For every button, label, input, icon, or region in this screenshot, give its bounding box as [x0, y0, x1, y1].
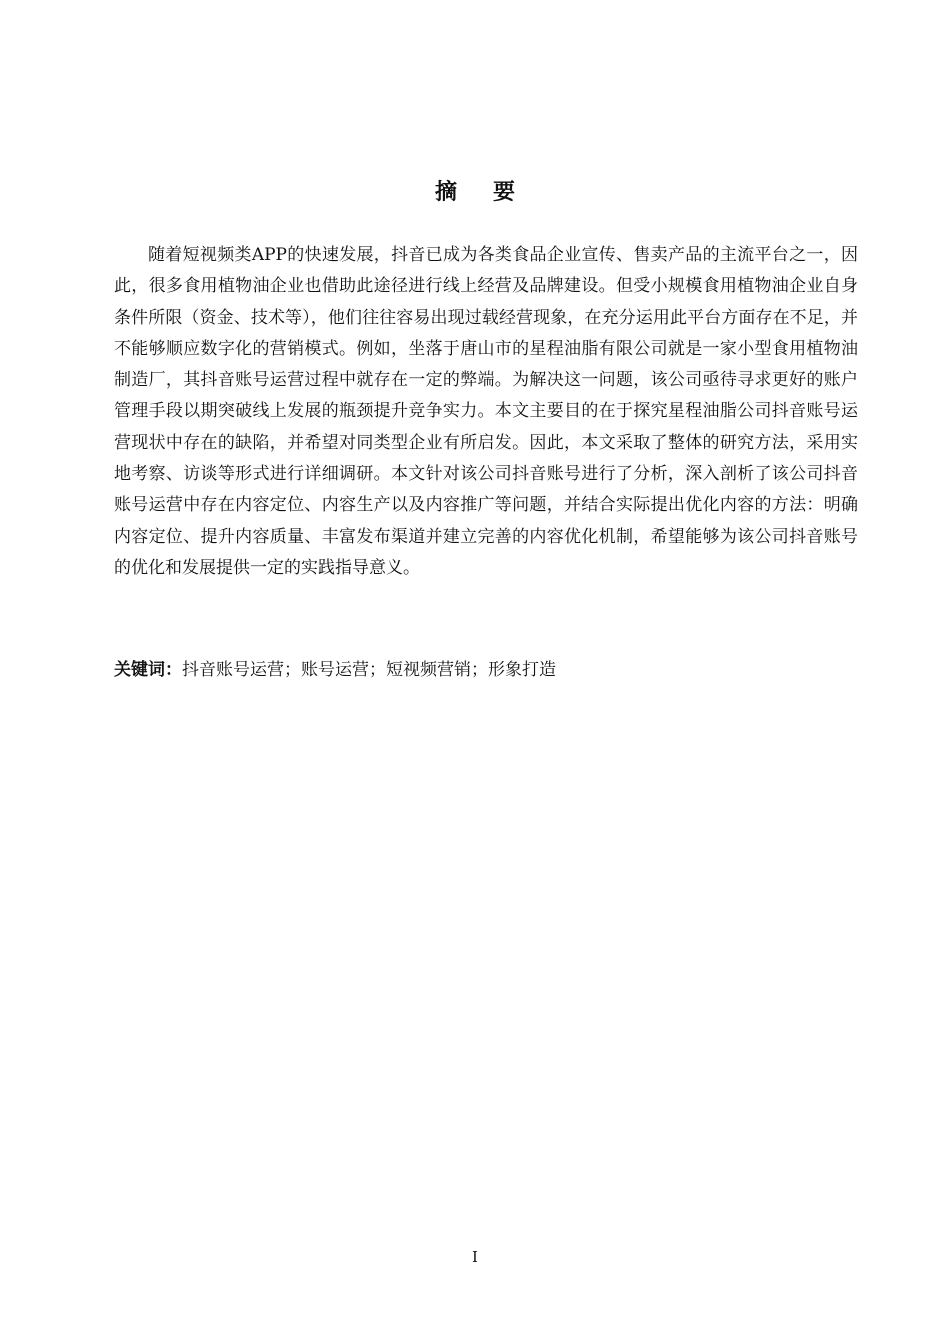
keywords-line — [114, 656, 858, 684]
abstract-title: 摘要 — [434, 180, 551, 205]
page-number: I — [472, 1248, 478, 1266]
keywords-label: 关键词： — [114, 660, 182, 680]
keywords-list: 抖音账号运营；账号运营；短视频营销；形象打造 — [182, 660, 556, 680]
abstract-body: 随着短视频类APP的快速发展，抖音已成为各类食品企业宣传、售卖产品的主流平台之一，因此，很多食用植物油企业也借助此途径进行线上经营及品牌建设。但受小规模食用植物油企业自身条件所限（资金、技术等），他们往往容易出现过载经营现象，在充分运用此平台方面存在不足，并不能够顺应数字化的营销模式。例如，坐落于唐山市的星程油脂有限公司就是一家小型食用植物油制造厂，其抖音账号运营过程中就存在一定的弊端。为解决这一问题，该公司亟待寻求更好的账户管理手段以期突破线上发展的瓶颈提升竞争实力。本文主要目的在于探究星程油脂公司抖音账号运营现状中存在的缺陷，并希望对同类型企业有所启发。因此，本文采取了整体的研究方法，采用实地考察、访谈等形式进行详细调研。本文针对该公司抖音账号进行了分析，深入剖析了该公司抖音账号运营中存在内容定位、内容生产以及内容推广等问题，并结合实际提出优化内容的方法：明确内容定位、提升内容质量、丰富发布渠道并建立完善的内容优化机制，希望能够为该公司抖音账号的优化和发展提供一定的实践指导意义。 — [114, 245, 858, 578]
